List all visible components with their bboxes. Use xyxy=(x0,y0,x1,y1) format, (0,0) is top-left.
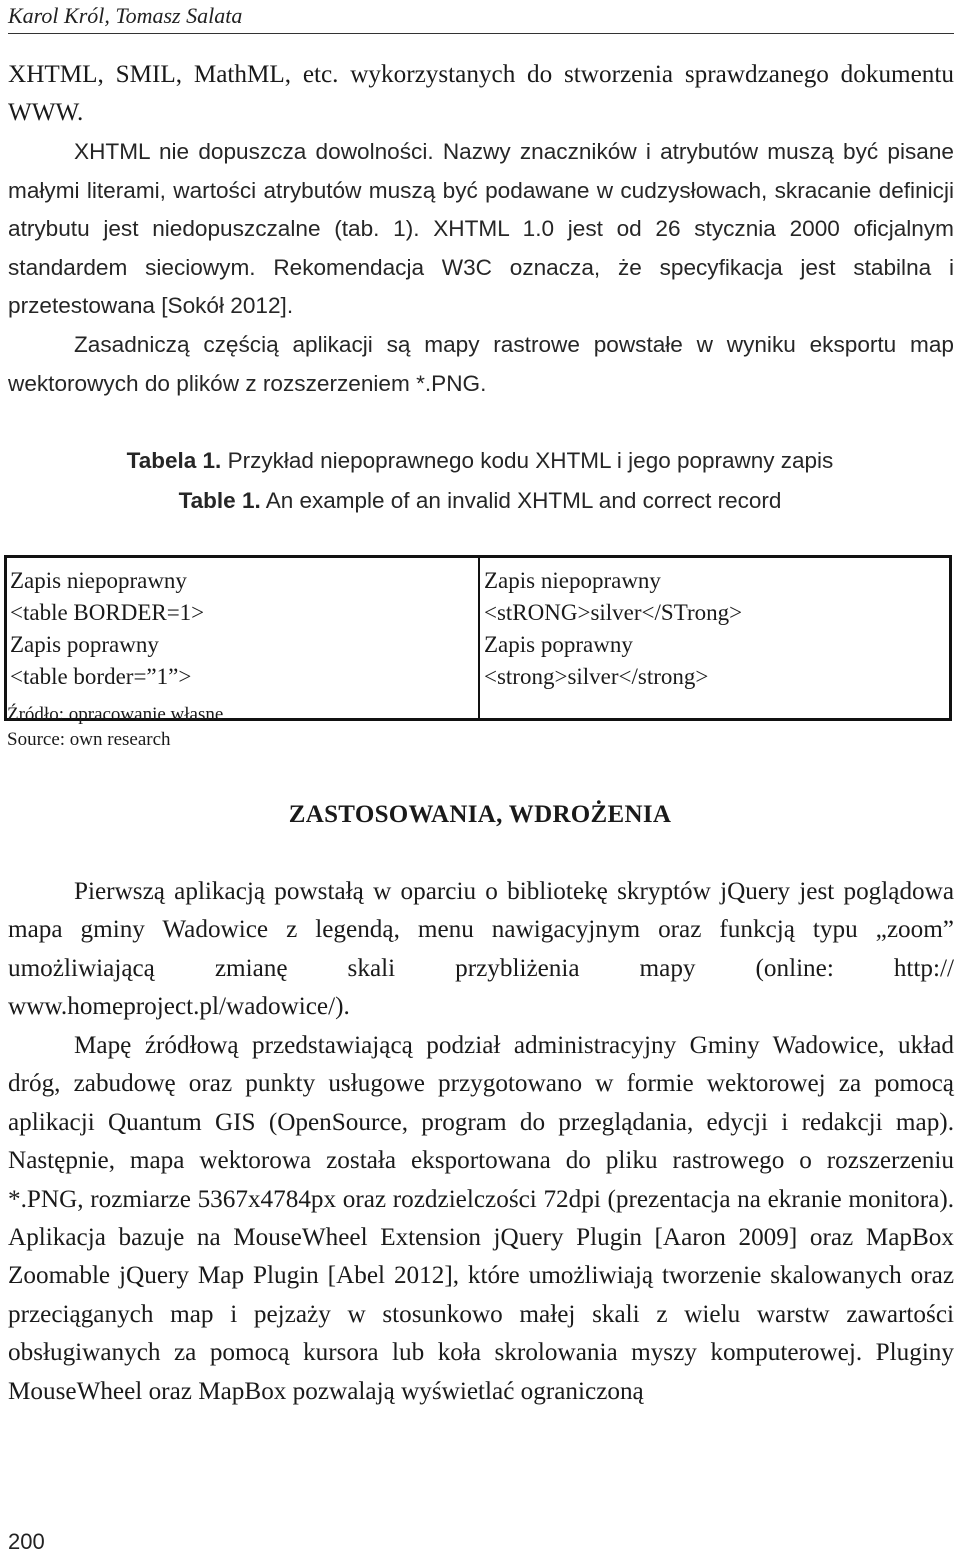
table-caption-pl-text: Przykład niepoprawnego kodu XHTML i jego poprawny zapis xyxy=(221,448,834,473)
table-source-en: Source: own research xyxy=(7,729,171,750)
right-valid-code: <strong>silver</strong> xyxy=(484,664,709,689)
paragraph-xhtml-continued: XHTML, SMIL, MathML, etc. wykorzystanych do stworzenia sprawdzanego dokumentu WWW. xyxy=(8,61,954,127)
section-heading: ZASTOSOWANIA, WDROŻENIA xyxy=(288,801,672,828)
left-invalid-label: Zapis niepoprawny xyxy=(10,568,187,593)
table-caption-pl xyxy=(0,441,960,481)
running-head: Karol Król, Tomasz Salata xyxy=(8,3,243,28)
right-invalid-label: Zapis niepoprawny xyxy=(484,568,661,593)
left-valid-code: <table border=”1”> xyxy=(10,664,192,689)
page-number: 200 xyxy=(8,1529,45,1554)
table-caption-en-text: An example of an invalid XHTML and correct record xyxy=(260,488,782,513)
table-caption-en xyxy=(0,481,960,521)
table-source xyxy=(7,702,223,752)
right-invalid-code: <stRONG>silver</STrong> xyxy=(484,600,743,625)
table-caption-pl-label: Tabela 1. xyxy=(126,448,222,473)
paragraph-first-application: Pierwszą aplikacją powstałą w oparciu o bibliotekę skryptów jQuery jest poglądowa mapa gminy Wadowice z legendą, menu nawigacyjnym oraz funkcją typu „zoom” umożliwiającą zmianę skali przybliżenia mapy (online: http:// www.homeproject.pl/wadowice/). xyxy=(8,878,954,1021)
paragraph-raster-maps: Zasadniczą częścią aplikacji są mapy rastrowe powstałe w wyniku eksportu map wektorowych do plików z rozszerzeniem *.PNG. xyxy=(8,332,954,396)
header-rule xyxy=(8,33,954,34)
paragraph-source-map: Mapę źródłową przedstawiającą podział administracyjny Gminy Wadowice, układ dróg, zabudowę oraz punkty usługowe przygotowano w formie wektorowej za pomocą aplikacji Quantum GIS (OpenSource, program do przeglądania, edycji i redakcji map). Następnie, mapa wektorowa została eksportowana do pliku rastrowego o rozszerzeniu *.PNG, rozmiarze 5367x4784px oraz rozdzielczości 72dpi (prezentacja na ekranie monitora). Aplikacja bazuje na MouseWheel Extension jQuery Plugin [Aaron 2009] oraz MapBox Zoomable jQuery Map Plugin [Abel 2012], które umożliwiają tworzenie skalowanych oraz przeciąganych map i pejzaży w stosunkowo małej skali z wielu warstw zawartości obsługiwanych za pomocą kursora lub koła skrolowania myszy komputerowej. Pluginy MouseWheel oraz MapBox pozwalają wyświetlać ograniczoną xyxy=(8,1032,954,1405)
table-caption-en-label: Table 1. xyxy=(178,488,261,513)
paragraph-xhtml-rules: XHTML nie dopuszcza dowolności. Nazwy znaczników i atrybutów muszą być pisane małymi literami, wartości atrybutów muszą być podawane w cudzysłowach, skracanie definicji atrybutu jest niedopuszczalne (tab. 1). XHTML 1.0 jest od 26 stycznia 2000 oficjalnym standardem sieciowym. Rekomendacja W3C oznacza, że specyfikacja jest stabilna i przetestowana [Sokół 2012]. xyxy=(8,139,954,319)
code-comparison-table xyxy=(4,555,952,721)
table-cell-right xyxy=(478,558,949,718)
table-cell-left xyxy=(7,558,478,718)
left-valid-label: Zapis poprawny xyxy=(10,632,159,657)
left-invalid-code: <table BORDER=1> xyxy=(10,600,205,625)
right-valid-label: Zapis poprawny xyxy=(484,632,633,657)
table-source-pl: Źródło: opracowanie własne xyxy=(7,704,224,725)
